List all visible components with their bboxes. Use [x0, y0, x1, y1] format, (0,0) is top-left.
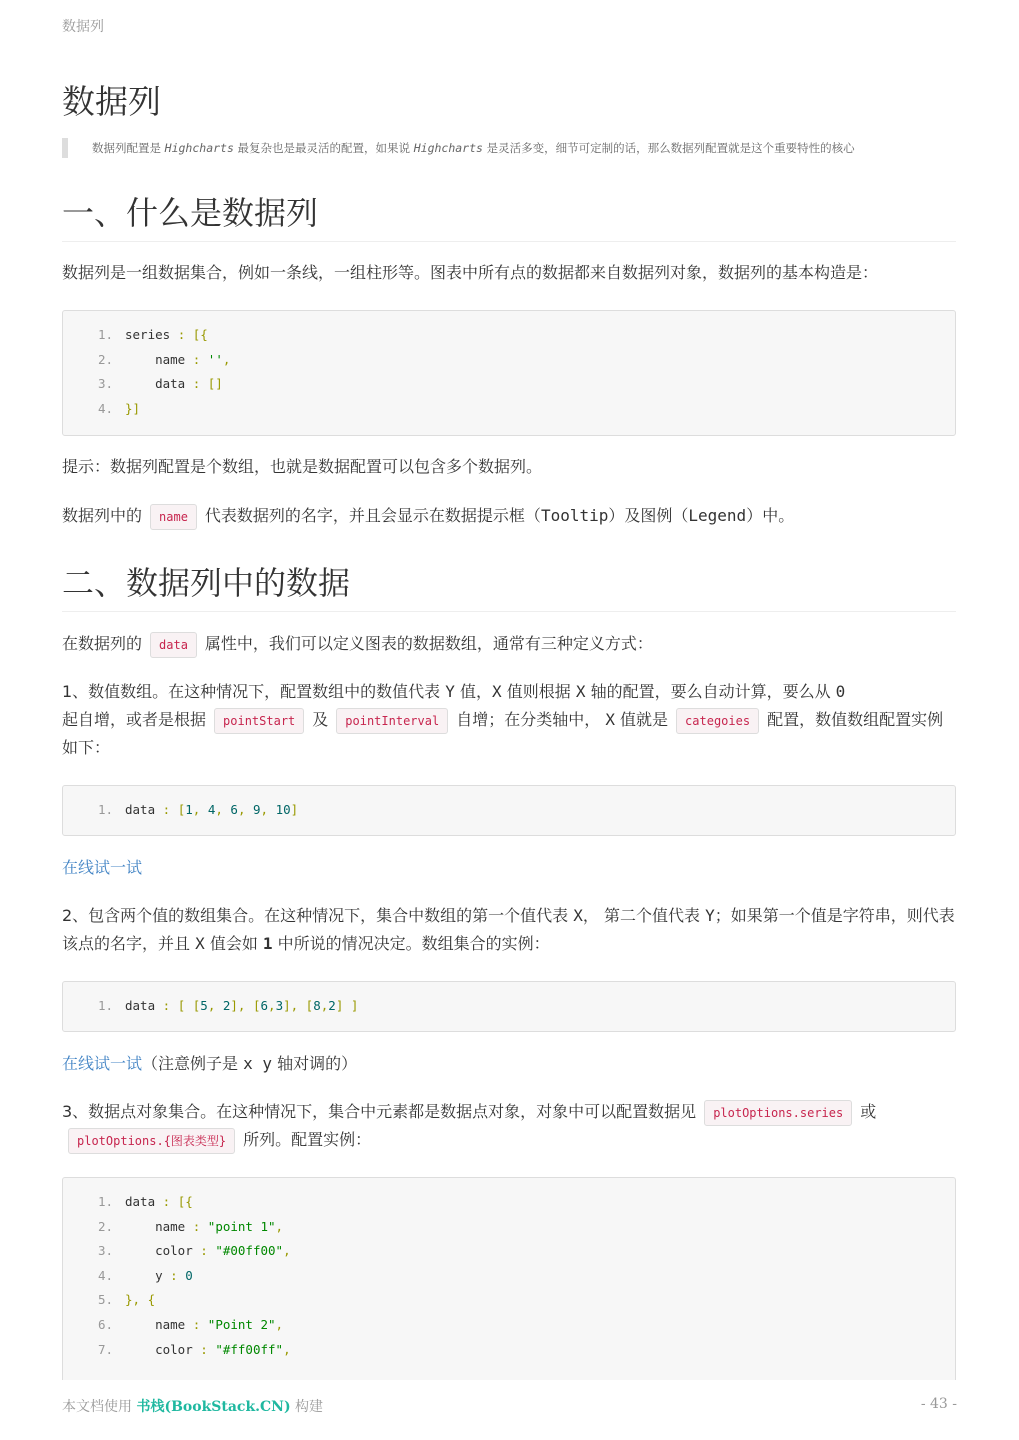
code-token: ,	[268, 998, 276, 1013]
code-token: ,	[275, 1316, 284, 1332]
intro-emphasis: Highcharts	[413, 141, 483, 155]
code-line	[63, 994, 955, 1019]
code-line	[63, 348, 955, 373]
text: 在数据列的	[62, 634, 143, 653]
code-token: 6	[260, 998, 269, 1013]
page-title: 数据列	[62, 82, 161, 121]
line-number: 2.	[97, 1218, 113, 1234]
code-token: name	[125, 1218, 193, 1234]
inline-code-categoies: categoies	[676, 708, 759, 734]
section1-paragraph: 数据列是一组数据集合，例如一条线，一组柱形等。图表中所有点的数据都来自数据列对象，数据列的基本构造是：	[62, 263, 879, 282]
intro-text: 最复杂也是最灵活的配置，如果说	[233, 141, 414, 155]
code-token: 0	[185, 1267, 193, 1283]
code-line	[63, 1288, 955, 1313]
code-line	[63, 798, 955, 823]
bold-term: 1	[262, 934, 273, 953]
try-online-link-2[interactable]: 在线试一试	[62, 1054, 143, 1073]
code-token: "#ff00ff"	[215, 1341, 284, 1357]
section2-divider	[62, 611, 956, 612]
code-token: ,	[320, 998, 329, 1013]
code-token: color	[125, 1243, 201, 1259]
code-token: series	[125, 327, 178, 342]
text: ）中。	[746, 506, 795, 525]
mono-term: 0	[835, 682, 846, 701]
code-token: ], [	[230, 998, 261, 1013]
code-token: "Point 2"	[207, 1316, 276, 1332]
code-token: name	[125, 351, 193, 367]
mono-term: X	[492, 682, 502, 701]
code-token: data	[125, 376, 193, 392]
code-token: ,	[192, 802, 208, 817]
code-token: ,	[283, 1341, 291, 1357]
code-block-point-objects	[62, 1177, 956, 1380]
text: 或	[860, 1102, 877, 1121]
text: 数据列中的	[62, 506, 143, 525]
code-token: data	[125, 998, 163, 1013]
code-token: }, {	[125, 1292, 156, 1308]
code-token: : [ [	[162, 998, 201, 1013]
code-token: 4	[207, 802, 216, 817]
code-token: data	[125, 802, 163, 817]
code-token: :	[170, 1267, 186, 1283]
code-token: ,	[215, 802, 231, 817]
code-line	[63, 1264, 955, 1289]
mono-term: Y	[705, 906, 715, 925]
line-number: 2.	[97, 351, 113, 367]
mono-term: x y	[243, 1054, 273, 1073]
code-token: ,	[260, 802, 276, 817]
text: 本文档使用	[62, 1399, 137, 1415]
try-online-link-1[interactable]: 在线试一试	[62, 858, 143, 877]
text: 构建	[290, 1399, 324, 1415]
mono-term: X	[575, 682, 586, 701]
line-number: 6.	[97, 1316, 113, 1332]
code-token: 3	[275, 998, 284, 1013]
code-block-numeric-array	[62, 785, 956, 836]
line-number: 7.	[97, 1341, 113, 1357]
code-token: "point 1"	[207, 1218, 276, 1234]
section2-heading: 二、数据列中的数据	[62, 564, 351, 602]
line-number: 4.	[97, 400, 113, 416]
text: 属性中，我们可以定义图表的数据数组，通常有三种定义方式：	[204, 634, 653, 653]
code-token: 2	[328, 998, 336, 1013]
text: ， 第二个值代表	[582, 906, 706, 925]
code-token: ,	[283, 1243, 291, 1259]
code-token: 1	[185, 802, 193, 817]
code-token: data	[125, 1194, 163, 1209]
code-line	[63, 372, 955, 397]
code-line	[63, 1215, 955, 1240]
inline-code-name: name	[150, 504, 197, 530]
text: 配置，数值数组配置实例如下：	[62, 710, 944, 757]
code-token: : [	[162, 802, 186, 817]
text: 轴的配置，要么自动计算，要么从	[585, 682, 836, 701]
text: 值会如	[204, 934, 263, 953]
code-token: :	[192, 1316, 208, 1332]
code-token: ], [	[283, 998, 314, 1013]
code-token: name	[125, 1316, 193, 1332]
text: （注意例子是	[142, 1054, 244, 1073]
intro-text: 数据列配置是	[92, 141, 165, 155]
page-number: - 43 -	[920, 1396, 957, 1412]
text: 轴对调的）	[272, 1054, 358, 1073]
code-token: ,	[237, 802, 253, 817]
inline-code-pointinterval: pointInterval	[336, 708, 448, 734]
code-line	[63, 1313, 955, 1338]
legend-term: Legend	[688, 506, 747, 525]
intro-emphasis: Highcharts	[164, 141, 234, 155]
code-token: :	[192, 1218, 208, 1234]
intro-blockquote	[62, 138, 956, 158]
code-line	[63, 397, 955, 422]
text: 值就是	[614, 710, 669, 729]
code-line	[63, 1190, 955, 1215]
intro-text: 是灵活多变，细节可定制的话，那么数据列配置就是这个重要特性的核心	[482, 141, 855, 155]
text: ）及图例（	[608, 506, 689, 525]
inline-code-pointstart: pointStart	[214, 708, 304, 734]
mono-term: Y	[445, 682, 455, 701]
text: 1、数值数组。在这种情况下，配置数组中的数值代表	[62, 682, 446, 701]
code-token: "#00ff00"	[215, 1243, 284, 1259]
line-number: 1.	[97, 802, 113, 817]
code-token: ,	[222, 351, 231, 367]
line-number: 1.	[97, 998, 113, 1013]
code-token: ,	[207, 998, 223, 1013]
code-token: : [{	[177, 327, 208, 342]
inline-code-plotoptions-series: plotOptions.series	[704, 1100, 852, 1126]
text: 及	[312, 710, 329, 729]
text: 所列。配置实例：	[243, 1130, 372, 1149]
code-line	[63, 1338, 955, 1363]
code-token: y	[125, 1267, 171, 1283]
footer-credit	[62, 1396, 323, 1416]
code-token: :	[200, 1243, 216, 1259]
section1-divider	[62, 241, 956, 242]
mono-term: X	[605, 710, 615, 729]
text: ；如果第一个值是字符串，则代表该点的名字，并且	[62, 906, 955, 953]
item1-paragraph	[62, 678, 956, 762]
code-token: 6	[230, 802, 238, 817]
running-header: 数据列	[62, 19, 104, 35]
code-token: ,	[275, 1218, 284, 1234]
line-number: 3.	[97, 376, 113, 392]
code-token: 5	[200, 998, 208, 1013]
data-intro-paragraph	[62, 630, 956, 658]
line-number: 1.	[97, 327, 113, 342]
inline-code-plotoptions-type: plotOptions.{图表类型}	[68, 1128, 235, 1154]
line-number: 1.	[97, 1194, 113, 1209]
tooltip-term: Tooltip	[540, 506, 609, 525]
tip-paragraph: 提示：数据列配置是个数组，也就是数据配置可以包含多个数据列。	[62, 457, 543, 476]
code-token: ]	[290, 802, 299, 817]
code-token: 10	[275, 802, 291, 817]
code-token: :	[200, 1341, 216, 1357]
code-token: }]	[125, 400, 141, 416]
code-token: : []	[192, 376, 223, 392]
line-number: 4.	[97, 1267, 113, 1283]
text: 2、包含两个值的数组集合。在这种情况下，集合中数组的第一个值代表	[62, 906, 574, 925]
code-token: : [{	[162, 1194, 193, 1209]
line-number: 3.	[97, 1243, 113, 1259]
mono-term: X	[573, 906, 583, 925]
code-token: 8	[313, 998, 321, 1013]
text: 值，	[454, 682, 493, 701]
item2-paragraph	[62, 902, 956, 958]
code-token: ] ]	[335, 998, 359, 1013]
item3-paragraph	[62, 1098, 956, 1154]
code-token: :	[192, 351, 208, 367]
text: 中所说的情况决定。数组集合的实例：	[272, 934, 550, 953]
text: 起自增，或者是根据	[62, 710, 207, 729]
name-paragraph	[62, 502, 956, 530]
mono-term: X	[195, 934, 205, 953]
code-token: color	[125, 1341, 201, 1357]
code-block-series	[62, 310, 956, 436]
code-token: ''	[207, 351, 223, 367]
code-token: 9	[253, 802, 261, 817]
section1-heading: 一、什么是数据列	[62, 194, 319, 232]
inline-code-data: data	[150, 632, 197, 658]
try-link-1-row	[62, 854, 956, 882]
try-link-2-row	[62, 1050, 956, 1078]
text: 3、数据点对象集合。在这种情况下，集合中元素都是数据点对象，对象中可以配置数据见	[62, 1102, 697, 1121]
code-line	[63, 1239, 955, 1264]
text: 代表数据列的名字，并且会显示在数据提示框（	[204, 506, 541, 525]
code-token: 2	[222, 998, 231, 1013]
text: 自增；在分类轴中，	[456, 710, 601, 729]
code-line	[63, 323, 955, 348]
line-number: 5.	[97, 1292, 113, 1308]
bookstack-brand-link[interactable]: 书栈(BookStack.CN)	[136, 1399, 291, 1415]
text: 值则根据	[501, 682, 576, 701]
code-block-pair-array	[62, 981, 956, 1032]
